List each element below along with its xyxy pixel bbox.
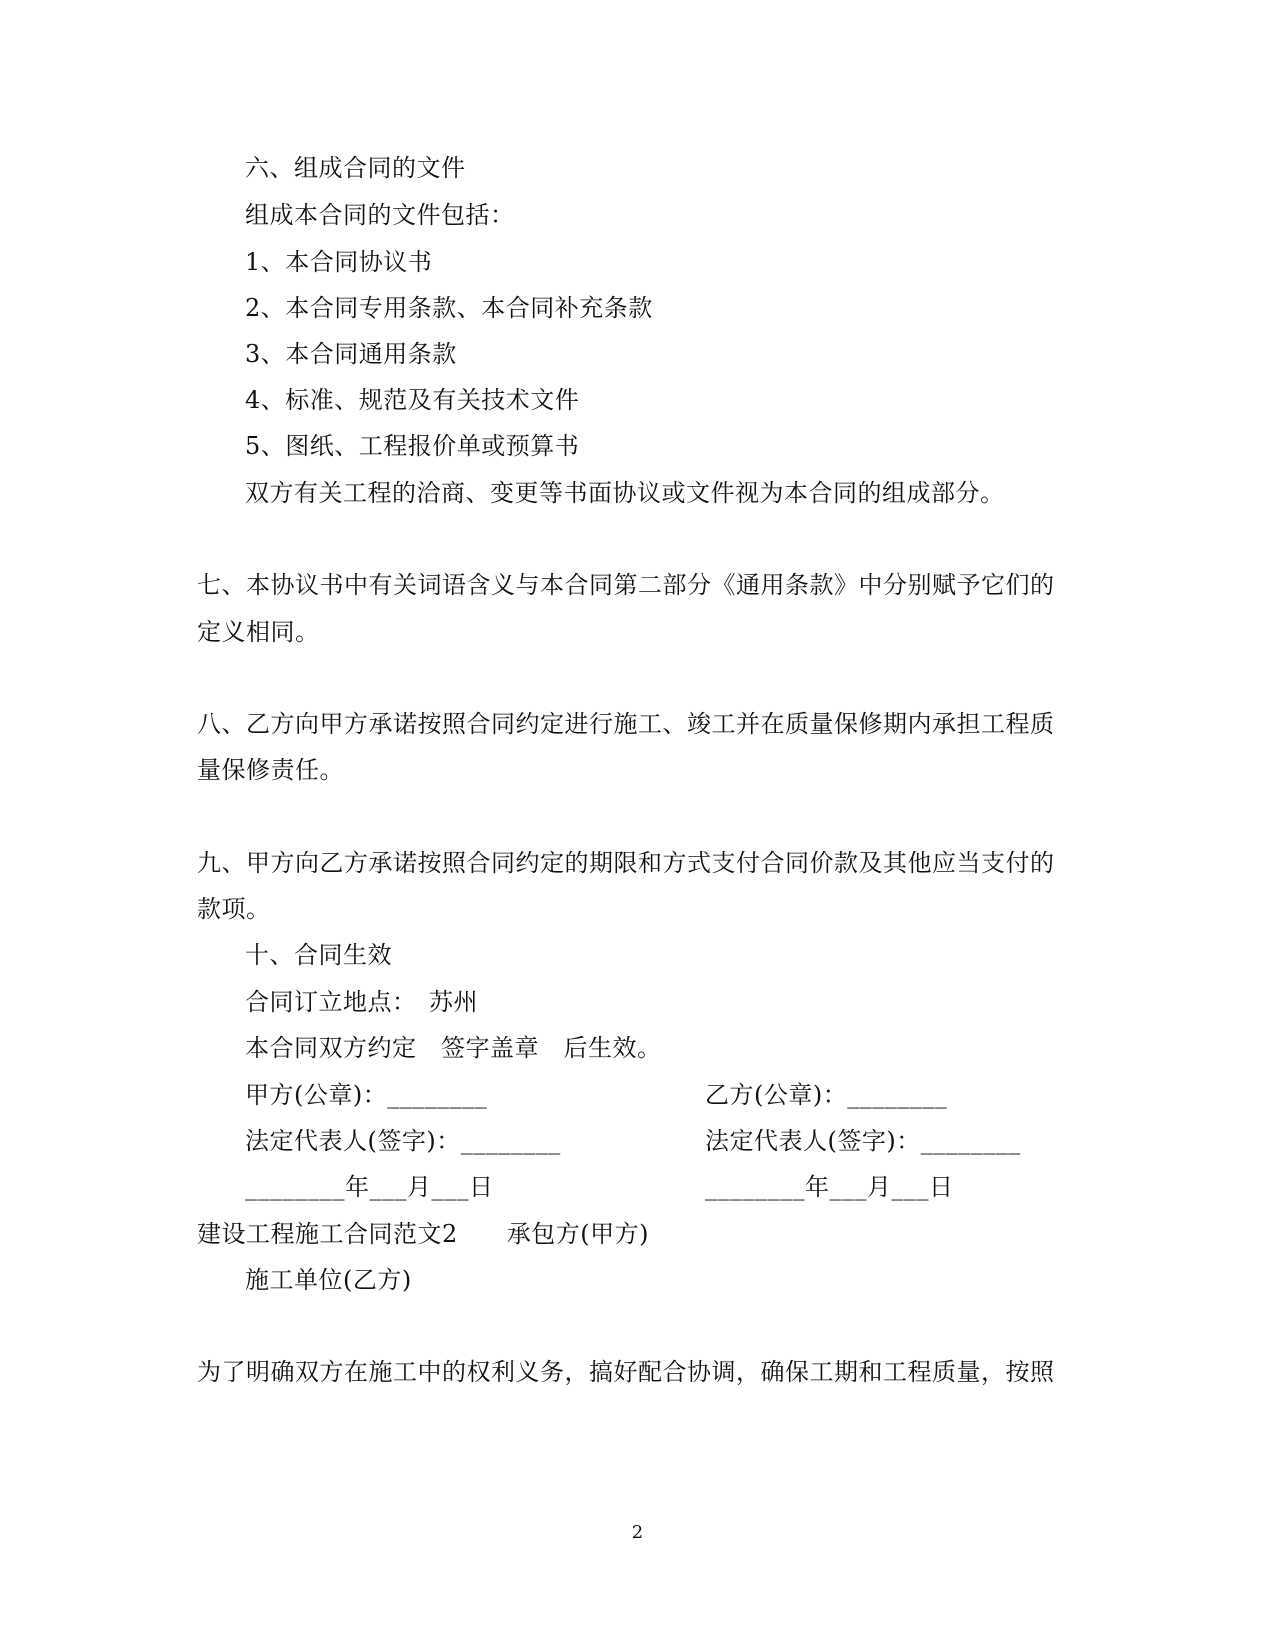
contract-effect: 本合同双方约定 签字盖章 后生效。	[245, 1034, 662, 1062]
section6-item-1: 1、本合同协议书	[245, 248, 433, 276]
section6-item-2: 2、本合同专用条款、本合同补充条款	[245, 294, 653, 322]
section9-line1: 九、甲方向乙方承诺按照合同约定的期限和方式支付合同价款及其他应当支付的	[197, 849, 1055, 877]
section6-item-5: 5、图纸、工程报价单或预算书	[245, 432, 580, 460]
section10-heading: 十、合同生效	[245, 941, 392, 969]
contract-place: 合同订立地点： 苏州	[245, 988, 478, 1016]
page-number: 2	[631, 1522, 644, 1543]
section6-closing: 双方有关工程的洽商、变更等书面协议或文件视为本合同的组成部分。	[245, 479, 1005, 507]
party-b-seal: 乙方(公章)：________	[705, 1081, 948, 1109]
preamble-line: 为了明确双方在施工中的权利义务，搞好配合协调，确保工期和工程质量，按照	[197, 1358, 1055, 1386]
section9-line2: 款项。	[197, 895, 271, 923]
section7-line2: 定义相同。	[197, 618, 320, 646]
next-contract-title: 建设工程施工合同范文2 承包方(甲方)	[197, 1220, 649, 1248]
party-a-date: ________年___月___日	[245, 1173, 494, 1201]
party-a-representative: 法定代表人(签字)：________	[245, 1127, 561, 1155]
section6-heading: 六、组成合同的文件	[245, 154, 466, 182]
section7-line1: 七、本协议书中有关词语含义与本合同第二部分《通用条款》中分别赋予它们的	[197, 571, 1055, 599]
section8-line1: 八、乙方向甲方承诺按照合同约定进行施工、竣工并在质量保修期内承担工程质	[197, 710, 1055, 738]
section8-line2: 量保修责任。	[197, 756, 344, 784]
party-b-date: ________年___月___日	[705, 1173, 954, 1201]
contractor-label: 施工单位(乙方)	[245, 1266, 412, 1294]
section6-item-3: 3、本合同通用条款	[245, 340, 457, 368]
party-a-seal: 甲方(公章)：________	[245, 1081, 488, 1109]
section6-intro: 组成本合同的文件包括：	[245, 201, 515, 229]
section6-item-4: 4、标准、规范及有关技术文件	[245, 386, 580, 414]
party-b-representative: 法定代表人(签字)：________	[705, 1127, 1021, 1155]
